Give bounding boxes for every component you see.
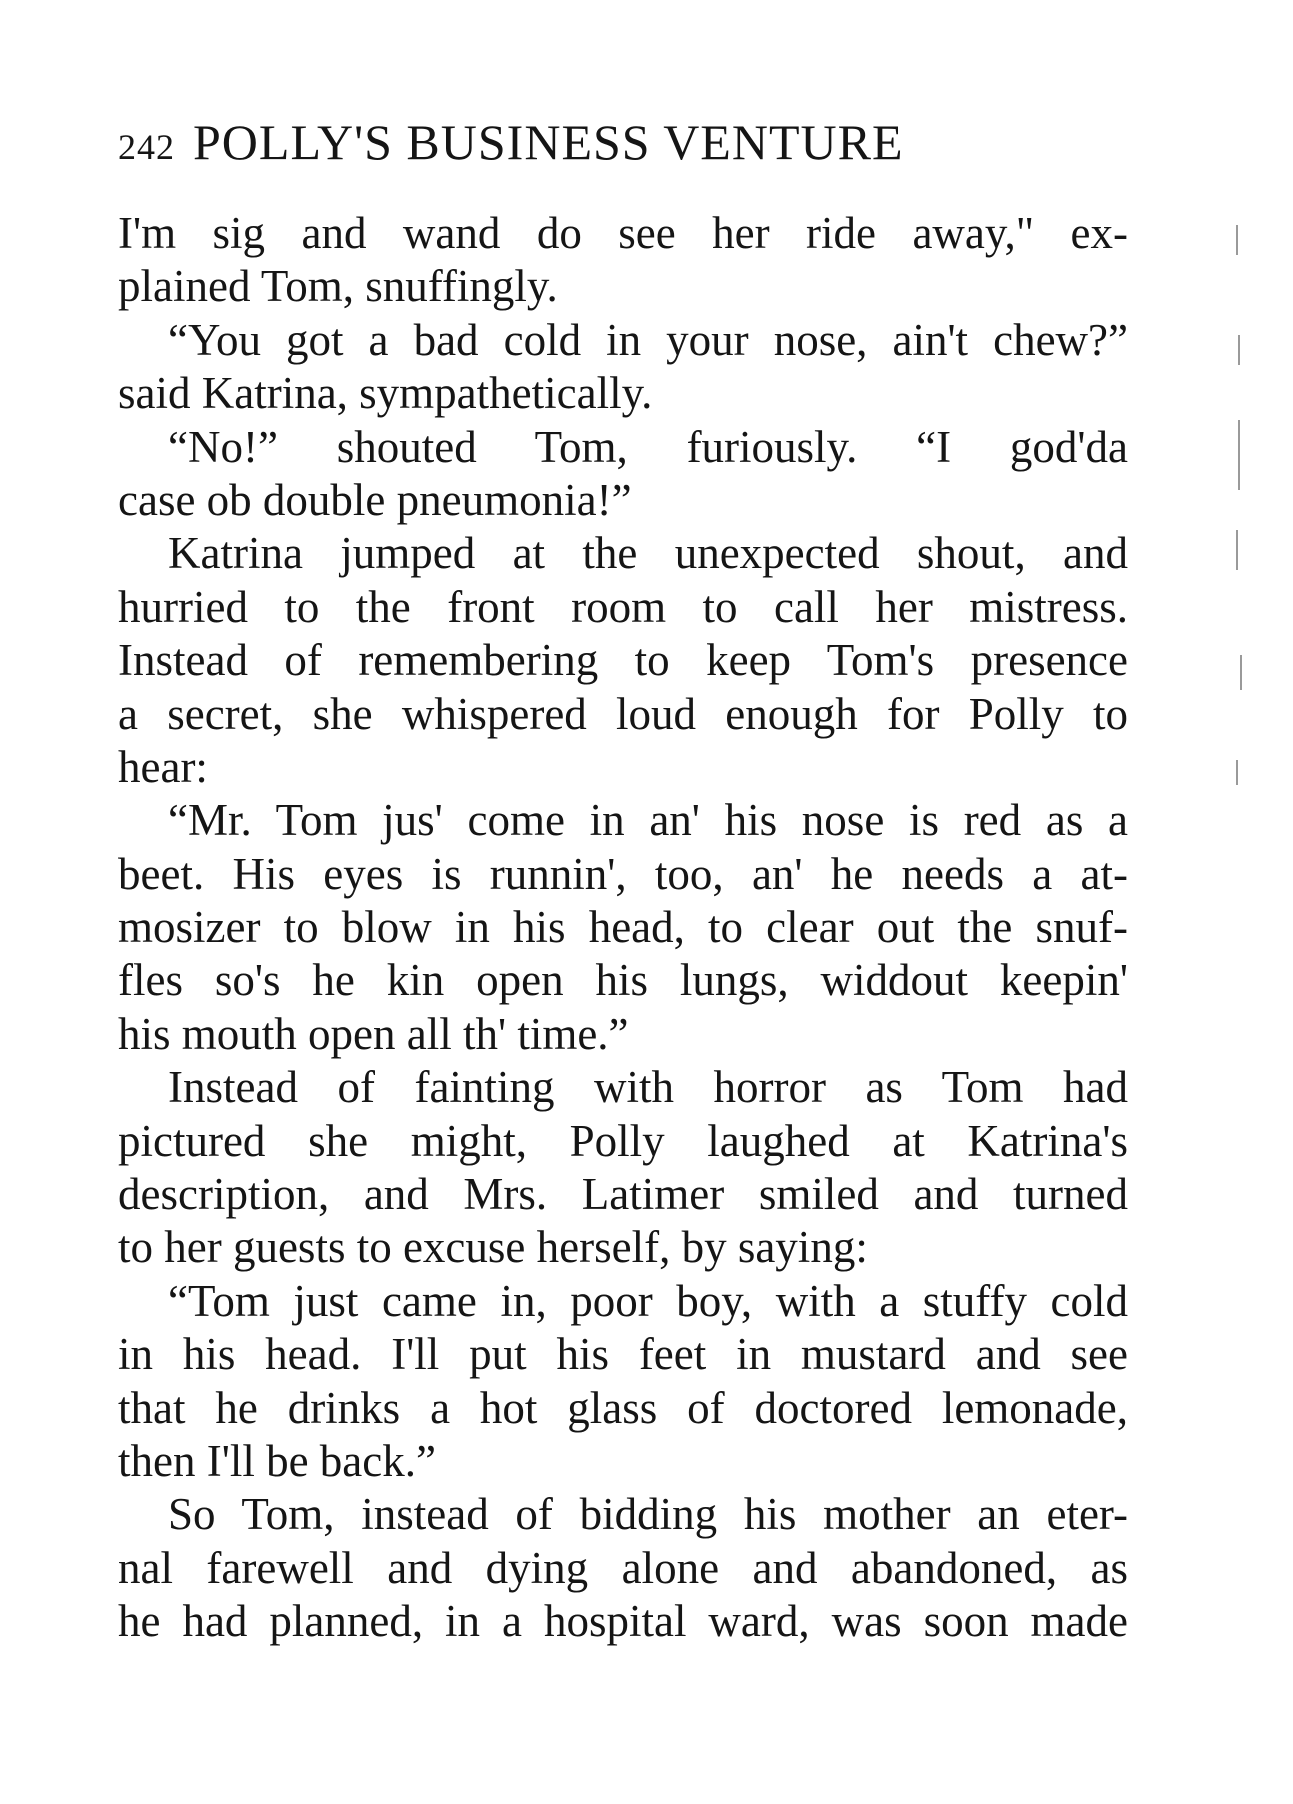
text-line: case ob double pneumonia!” xyxy=(118,474,632,525)
text-line: “Tom just came in, poor boy, with a stuffy cold xyxy=(168,1275,1128,1326)
text-line: “Mr. Tom jus' come in an' his nose is red as a xyxy=(168,795,1128,846)
text-line: said Katrina, sympathetically. xyxy=(118,368,653,419)
text-line: I'm sig and wand do see her ride away," ex- xyxy=(118,208,1128,258)
scan-speck xyxy=(1238,335,1240,365)
running-header xyxy=(118,112,1118,177)
text-line: then I'll be back.” xyxy=(118,1435,436,1486)
body-text xyxy=(118,207,1128,1649)
text-line: Instead of remembering to keep Tom's presence xyxy=(118,635,1128,686)
text-line: to her guests to excuse herself, by saying: xyxy=(118,1222,868,1273)
text-line: his mouth open all th' time.” xyxy=(118,1008,629,1059)
scan-speck xyxy=(1236,760,1238,785)
scan-speck xyxy=(1238,420,1240,490)
text-line: description, and Mrs. Latimer smiled and turned xyxy=(118,1169,1128,1220)
text-line: pictured she might, Polly laughed at Katrina's xyxy=(118,1115,1128,1166)
text-line: that he drinks a hot glass of doctored lemonade, xyxy=(118,1382,1128,1433)
text-line: a secret, she whispered loud enough for Polly to xyxy=(118,688,1128,739)
text-line: “No!” shouted Tom, furiously. “I god'da xyxy=(168,421,1128,472)
text-line: Katrina jumped at the unexpected shout, and xyxy=(168,528,1128,579)
scan-speck xyxy=(1236,225,1238,255)
text-line: nal farewell and dying alone and abandoned, as xyxy=(118,1542,1128,1593)
text-line: in his head. I'll put his feet in mustard and see xyxy=(118,1329,1128,1380)
text-line: hear: xyxy=(118,741,208,792)
text-line: beet. His eyes is runnin', too, an' he needs a at- xyxy=(118,848,1128,899)
text-line: “You got a bad cold in your nose, ain't chew?” xyxy=(168,314,1128,365)
text-line: hurried to the front room to call her mistress. xyxy=(118,581,1128,632)
text-line: fles so's he kin open his lungs, widdout keepin' xyxy=(118,955,1128,1006)
running-title: POLLY'S BUSINESS VENTURE xyxy=(193,114,904,170)
text-line: he had planned, in a hospital ward, was soon made xyxy=(118,1596,1128,1647)
text-line: plained Tom, snuffingly. xyxy=(118,261,558,312)
page-number: 242 xyxy=(118,127,175,167)
scan-speck xyxy=(1240,655,1242,690)
text-line: Instead of fainting with horror as Tom had xyxy=(168,1062,1128,1113)
text-line: mosizer to blow in his head, to clear out the snuf- xyxy=(118,902,1128,953)
scan-speck xyxy=(1236,530,1238,570)
text-line: So Tom, instead of bidding his mother an eter- xyxy=(168,1489,1128,1540)
